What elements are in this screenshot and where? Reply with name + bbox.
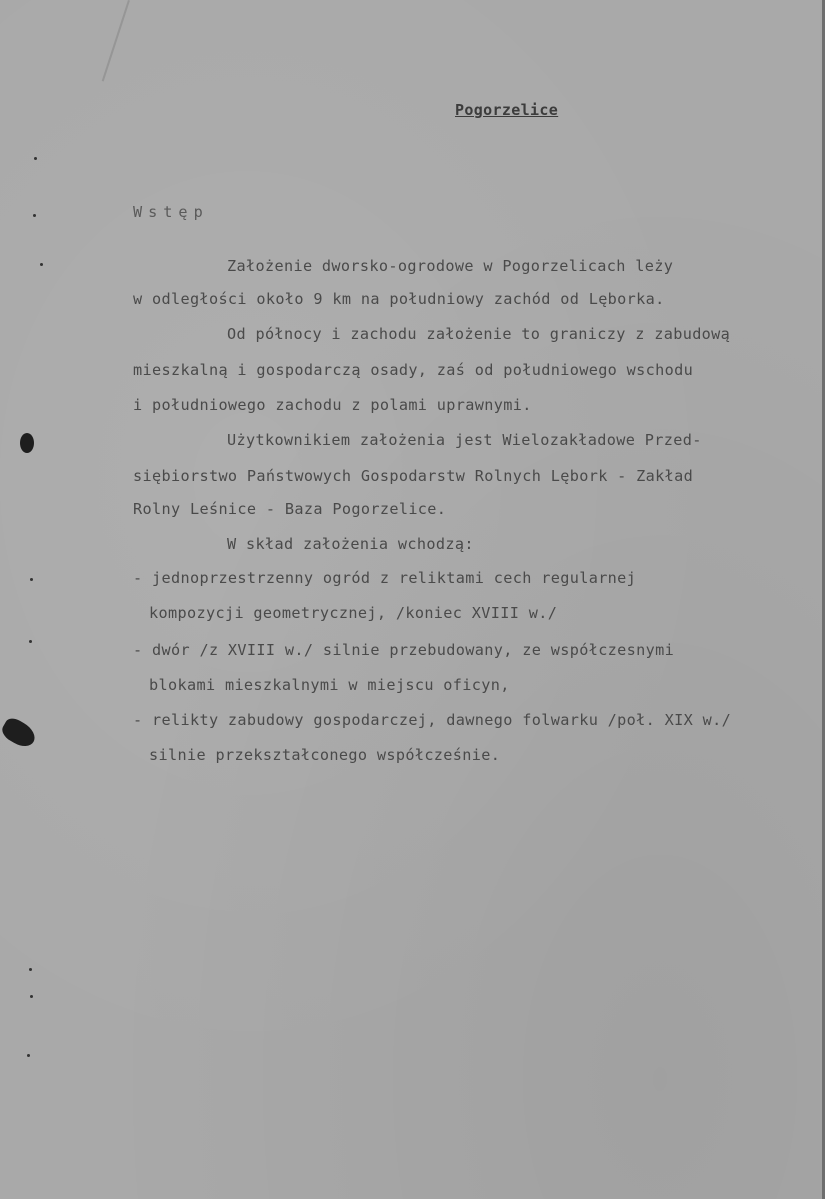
body-line: mieszkalną i gospodarczą osady, zaś od południowego wschodu	[133, 361, 694, 379]
section-heading: Wstęp	[133, 203, 209, 221]
margin-speck	[33, 214, 36, 217]
margin-speck	[40, 263, 43, 266]
margin-speck	[29, 640, 32, 643]
margin-speck	[34, 157, 37, 160]
body-line: Rolny Leśnice - Baza Pogorzelice.	[133, 500, 447, 518]
body-line: i południowego zachodu z polami uprawnymi.	[133, 396, 532, 414]
margin-speck	[30, 995, 33, 998]
body-line: Użytkownikiem założenia jest Wielozakładowe Przed-	[227, 431, 702, 449]
list-item-continuation: kompozycji geometrycznej, /koniec XVIII w./	[149, 604, 558, 622]
body-line: siębiorstwo Państwowych Gospodarstw Rolnych Lębork - Zakład	[133, 467, 694, 485]
margin-speck	[30, 578, 33, 581]
body-line: w odległości około 9 km na południowy zachód od Lęborka.	[133, 290, 665, 308]
punch-hole	[0, 715, 39, 751]
margin-speck	[27, 1054, 30, 1057]
list-item-continuation: blokami mieszkalnymi w miejscu oficyn,	[149, 676, 510, 694]
list-item: - dwór /z XVIII w./ silnie przebudowany, ze współczesnymi	[133, 641, 675, 659]
scan-scratch	[102, 0, 130, 81]
list-item: - jednoprzestrzenny ogród z reliktami cech regularnej	[133, 569, 637, 587]
body-line: W skład założenia wchodzą:	[227, 535, 474, 553]
body-line: Założenie dworsko-ogrodowe w Pogorzelicach leży	[227, 257, 674, 275]
list-item: - relikty zabudowy gospodarczej, dawnego folwarku /poł. XIX w./	[133, 711, 732, 729]
list-item-continuation: silnie przekształconego współcześnie.	[149, 746, 501, 764]
body-line: Od północy i zachodu założenie to graniczy z zabudową	[227, 325, 731, 343]
punch-hole	[20, 433, 34, 453]
margin-speck	[29, 968, 32, 971]
document-title: Pogorzelice	[455, 101, 559, 119]
